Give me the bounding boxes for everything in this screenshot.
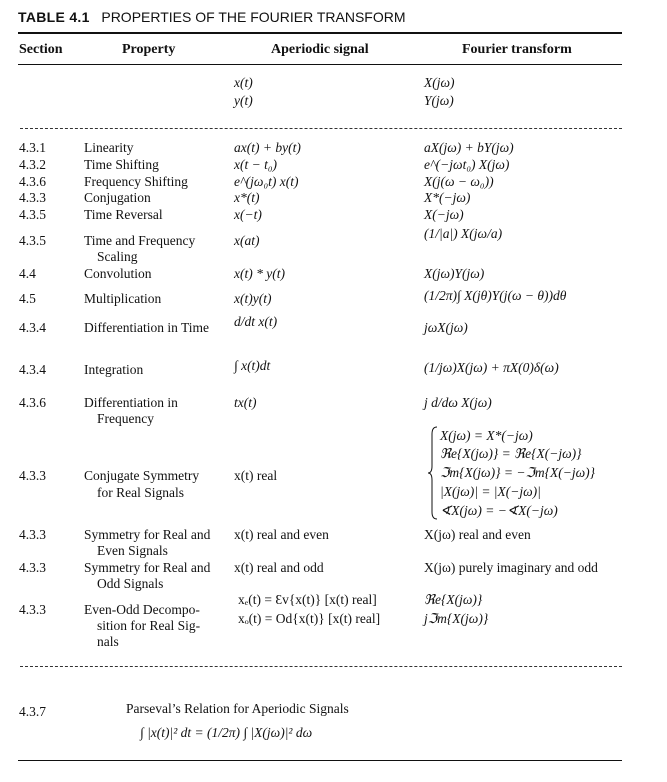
conjugate-line: X(jω) = X*(−jω) bbox=[440, 428, 533, 443]
transform-cell: aX(jω) + bY(jω) bbox=[424, 140, 514, 155]
dashed-divider-2 bbox=[20, 666, 622, 667]
transform-cell-odd: jℑm{X(jω)} bbox=[424, 611, 489, 626]
section-cell: 4.3.3 bbox=[19, 190, 46, 205]
signal-cell: tx(t) bbox=[234, 395, 257, 410]
conjugate-line: |X(jω)| = |X(−jω)| bbox=[440, 484, 541, 499]
signal-cell: x(t) real bbox=[234, 468, 278, 483]
signal-cell: e^(jω₀t) x(t) bbox=[234, 174, 299, 189]
property-cell: Time Shifting bbox=[84, 157, 159, 172]
transform-cell: (1/jω)X(jω) + πX(0)δ(ω) bbox=[424, 360, 559, 375]
section-cell: 4.3.3 bbox=[19, 560, 46, 575]
property-cell: Frequency Shifting bbox=[84, 174, 188, 189]
section-cell: 4.3.5 bbox=[19, 233, 46, 248]
conjugate-line: ℑm{X(jω)} = −ℑm{X(−jω)} bbox=[440, 465, 596, 480]
conjugate-line: ℜe{X(jω)} = ℜe{X(−jω)} bbox=[440, 446, 582, 461]
parseval-title: Parseval’s Relation for Aperiodic Signals bbox=[126, 701, 349, 716]
property-cell: Time Reversal bbox=[84, 207, 163, 222]
base-transform-x: X(jω) bbox=[424, 75, 455, 90]
property-cell-cont: sition for Real Sig- bbox=[97, 618, 201, 633]
section-cell: 4.3.6 bbox=[19, 174, 46, 189]
section-cell: 4.5 bbox=[19, 291, 36, 306]
table-caption: PROPERTIES OF THE FOURIER TRANSFORM bbox=[101, 9, 406, 25]
transform-cell: (1/|a|) X(jω/a) bbox=[424, 226, 503, 241]
table-title bbox=[18, 9, 406, 25]
signal-cell: x(at) bbox=[234, 233, 260, 248]
transform-cell: e^(−jωt₀) X(jω) bbox=[424, 157, 510, 172]
base-signal-y: y(t) bbox=[234, 93, 253, 108]
header-rule bbox=[18, 64, 622, 65]
base-signal-x: x(t) bbox=[234, 75, 253, 90]
property-cell: Differentiation in bbox=[84, 395, 178, 410]
property-cell: Convolution bbox=[84, 266, 152, 281]
section-cell: 4.3.4 bbox=[19, 320, 46, 335]
signal-cell: d/dt x(t) bbox=[234, 314, 278, 329]
header-signal: Aperiodic signal bbox=[271, 42, 369, 57]
transform-cell: X(jω)Y(jω) bbox=[424, 266, 485, 281]
parseval-formula: ∫ |x(t)|² dt = (1/2π) ∫ |X(jω)|² dω bbox=[140, 725, 313, 740]
section-cell: 4.3.5 bbox=[19, 207, 46, 222]
transform-cell: (1/2π)∫ X(jθ)Y(j(ω − θ))dθ bbox=[424, 288, 567, 303]
section-cell: 4.4 bbox=[19, 266, 36, 281]
section-cell: 4.3.1 bbox=[19, 140, 46, 155]
property-cell: Differentiation in Time bbox=[84, 320, 209, 335]
table-label: TABLE 4.1 bbox=[18, 9, 90, 25]
parseval-section: 4.3.7 bbox=[19, 704, 46, 719]
property-cell: Conjugation bbox=[84, 190, 151, 205]
base-transform-y: Y(jω) bbox=[424, 93, 454, 108]
property-cell: Integration bbox=[84, 362, 144, 377]
section-cell: 4.3.2 bbox=[19, 157, 46, 172]
transform-cell: X(jω) purely imaginary and odd bbox=[424, 560, 598, 575]
top-rule bbox=[18, 32, 622, 34]
signal-cell: ax(t) + by(t) bbox=[234, 140, 301, 155]
signal-cell-odd: xₒ(t) = Od{x(t)} [x(t) real] bbox=[238, 611, 381, 626]
transform-cell: X(j(ω − ω₀)) bbox=[424, 174, 494, 189]
property-cell-cont: Odd Signals bbox=[97, 576, 164, 591]
signal-cell: x(t) real and odd bbox=[234, 560, 324, 575]
signal-cell: x(t) real and even bbox=[234, 527, 329, 542]
signal-cell: x(t − t₀) bbox=[234, 157, 278, 172]
transform-cell: j d/dω X(jω) bbox=[424, 395, 492, 410]
transform-cell: X*(−jω) bbox=[424, 190, 471, 205]
property-cell-cont: Frequency bbox=[97, 411, 154, 426]
property-cell: Time and Frequency bbox=[84, 233, 196, 248]
transform-cell: jωX(jω) bbox=[424, 320, 468, 335]
dashed-divider-1 bbox=[20, 128, 622, 129]
signal-cell-even: xₑ(t) = Ɛv{x(t)} [x(t) real] bbox=[238, 592, 377, 607]
left-brace-icon bbox=[428, 426, 438, 520]
property-cell: Multiplication bbox=[84, 291, 162, 306]
section-cell: 4.3.4 bbox=[19, 362, 46, 377]
section-cell: 4.3.3 bbox=[19, 602, 46, 617]
property-cell-cont: nals bbox=[97, 634, 119, 649]
signal-cell: x*(t) bbox=[234, 190, 260, 205]
property-cell: Linearity bbox=[84, 140, 134, 155]
property-cell: Even-Odd Decompo- bbox=[84, 602, 200, 617]
conjugate-line: ∢X(jω) = −∢X(−jω) bbox=[440, 503, 558, 518]
section-cell: 4.3.6 bbox=[19, 395, 46, 410]
transform-cell: X(−jω) bbox=[424, 207, 464, 222]
header-transform: Fourier transform bbox=[462, 42, 572, 57]
property-cell-cont: for Real Signals bbox=[97, 485, 184, 500]
property-cell: Symmetry for Real and bbox=[84, 527, 211, 542]
bottom-rule bbox=[18, 760, 622, 761]
transform-cell: X(jω) real and even bbox=[424, 527, 531, 542]
property-cell-cont: Even Signals bbox=[97, 543, 168, 558]
section-cell: 4.3.3 bbox=[19, 527, 46, 542]
property-cell: Symmetry for Real and bbox=[84, 560, 211, 575]
property-cell: Conjugate Symmetry bbox=[84, 468, 200, 483]
property-cell-cont: Scaling bbox=[97, 249, 138, 264]
header-property: Property bbox=[122, 42, 176, 57]
header-section: Section bbox=[19, 42, 63, 57]
signal-cell: x(t) * y(t) bbox=[234, 266, 285, 281]
signal-cell: ∫ x(t)dt bbox=[234, 358, 271, 373]
signal-cell: x(t)y(t) bbox=[234, 291, 272, 306]
transform-cell-even: ℜe{X(jω)} bbox=[424, 592, 483, 607]
signal-cell: x(−t) bbox=[234, 207, 262, 222]
section-cell: 4.3.3 bbox=[19, 468, 46, 483]
